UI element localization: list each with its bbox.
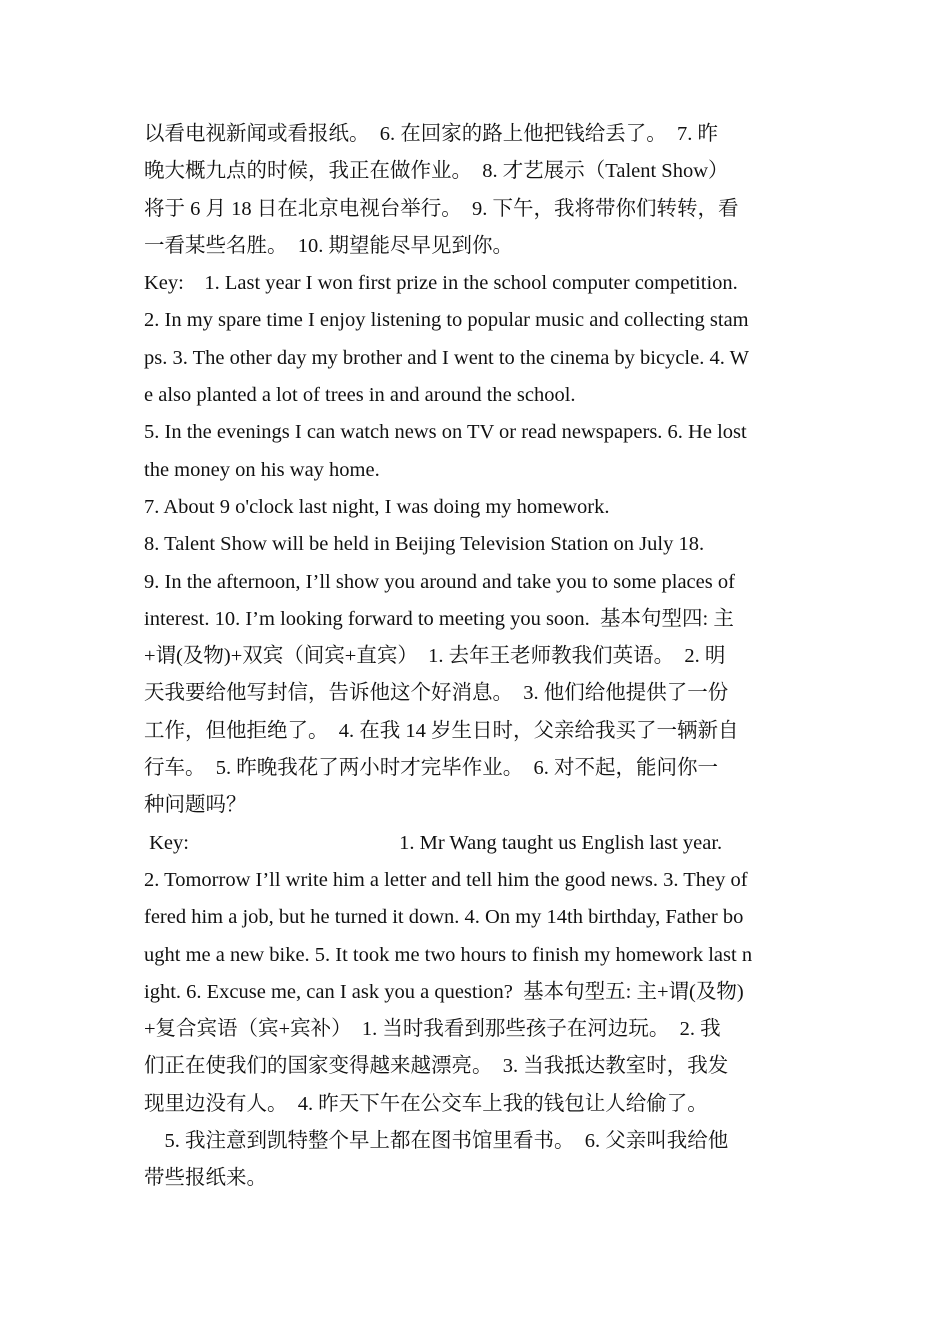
text-line: the money on his way home. [144, 458, 380, 481]
text-line: 行车。 5. 昨晚我花了两小时才完毕作业。 6. 对不起，能问你一 [144, 757, 718, 780]
text-line: 5. 我注意到凯特整个早上都在图书馆里看书。 6. 父亲叫我给他 [144, 1130, 729, 1153]
text-line: 现里边没有人。 4. 昨天下午在公交车上我的钱包让人给偷了。 [144, 1092, 708, 1115]
text-line: +复合宾语（宾+宾补） 1. 当时我看到那些孩子在河边玩。 2. 我 [144, 1018, 721, 1041]
document-body [144, 116, 810, 1198]
text-line: interest. 10. I’m looking forward to meeting you soon. 基本句型四: 主 [144, 607, 734, 630]
text-line: 2. In my spare time I enjoy listening to popular music and collecting stam [144, 309, 749, 332]
text-line: 工作，但他拒绝了。 4. 在我 14 岁生日时，父亲给我买了一辆新自 [144, 719, 739, 742]
text-line: 天我要给他写封信，告诉他这个好消息。 3. 他们给他提供了一份 [144, 682, 729, 705]
text-line: 8. Talent Show will be held in Beijing Television Station on July 18. [144, 533, 705, 556]
text-line: 一看某些名胜。 10. 期望能尽早见到你。 [144, 234, 513, 257]
text-line: Key: 1. Mr Wang taught us English last year. [144, 831, 723, 854]
text-line: fered him a job, but he turned it down. 4. On my 14th birthday, Father bo [144, 906, 744, 929]
text-line: ps. 3. The other day my brother and I went to the cinema by bicycle. 4. W [144, 346, 749, 369]
text-line: +谓(及物)+双宾（间宾+直宾） 1. 去年王老师教我们英语。 2. 明 [144, 645, 726, 668]
text-line: e also planted a lot of trees in and around the school. [144, 384, 576, 407]
text-line: 以看电视新闻或看报纸。 6. 在回家的路上他把钱给丢了。 7. 昨 [144, 123, 718, 145]
text-line: 7. About 9 o'clock last night, I was doing my homework. [144, 495, 610, 518]
text-line: 种问题吗？ [144, 794, 247, 817]
text-line: 9. In the afternoon, I’ll show you around and take you to some places of [144, 570, 735, 593]
text-line: 带些报纸来。 [144, 1167, 267, 1190]
text-line: 晚大概九点的时候，我正在做作业。 8. 才艺展示（Talent Show） [144, 160, 729, 183]
text-line: 们正在使我们的国家变得越来越漂亮。 3. 当我抵达教室时，我发 [144, 1055, 729, 1078]
text-line: ught me a new bike. 5. It took me two hours to finish my homework last n [144, 943, 753, 966]
text-line: Key: 1. Last year I won first prize in the school computer competition. [144, 272, 738, 295]
text-line: 2. Tomorrow I’ll write him a letter and tell him the good news. 3. They of [144, 868, 748, 891]
text-line: ight. 6. Excuse me, can I ask you a question? 基本句型五: 主+谓(及物) [144, 980, 744, 1003]
text-line: 5. In the evenings I can watch news on TV or read newspapers. 6. He lost [144, 421, 747, 444]
text-line: 将于 6 月 18 日在北京电视台举行。 9. 下午，我将带你们转转，看 [144, 197, 739, 220]
